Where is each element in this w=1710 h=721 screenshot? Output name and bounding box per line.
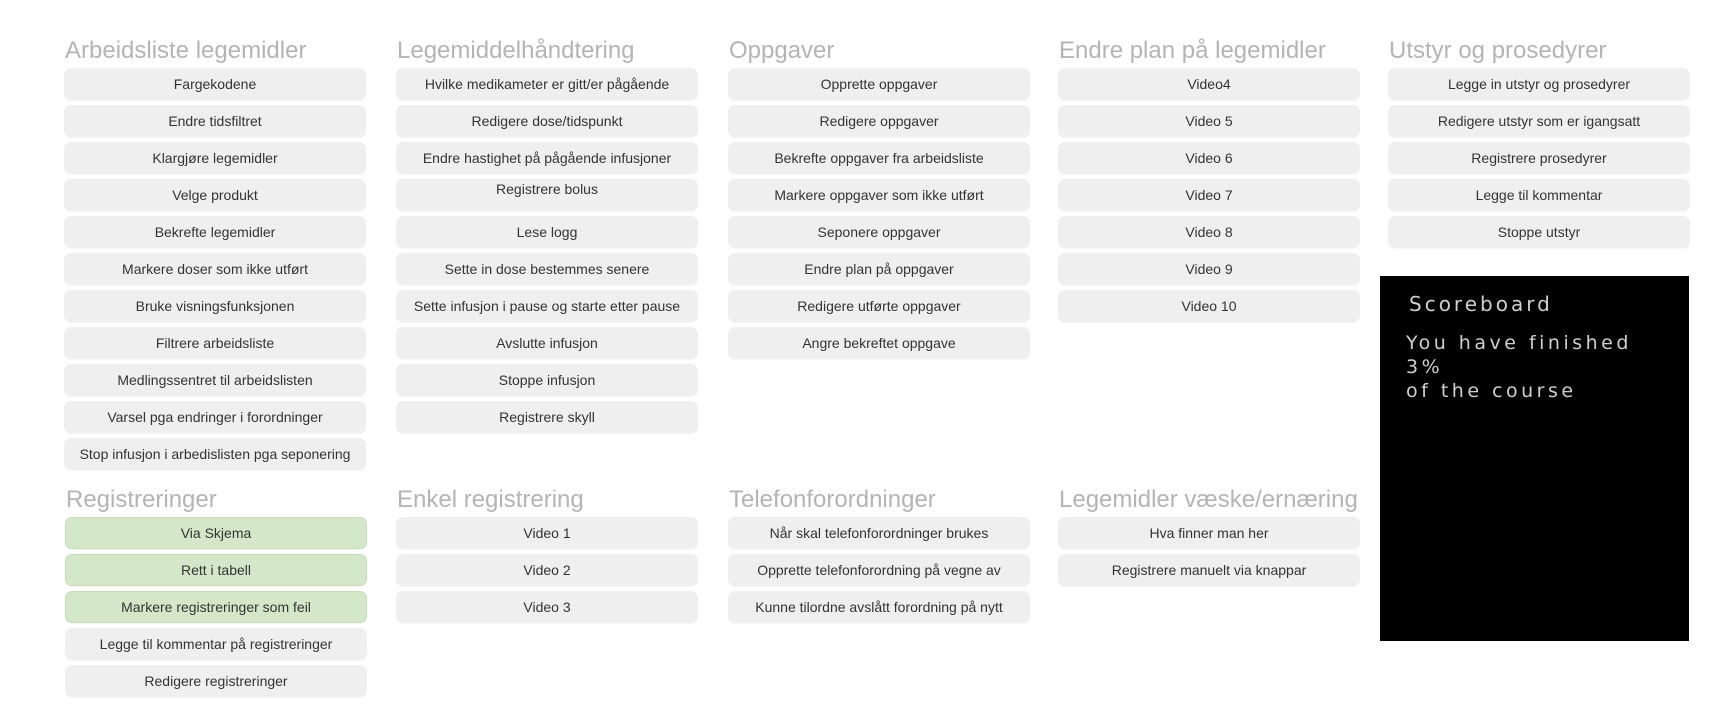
section-title: Legemiddelhåndtering bbox=[397, 37, 635, 64]
lesson-button[interactable]: Avslutte infusjon bbox=[396, 327, 698, 359]
section-legemiddelhandtering bbox=[396, 30, 698, 438]
section-legemidler-vaeske-ernaering bbox=[1058, 479, 1360, 591]
section-endre-plan-legemidler bbox=[1058, 30, 1360, 327]
lesson-button[interactable]: Når skal telefonforordninger brukes bbox=[728, 517, 1030, 549]
lesson-button[interactable]: Redigere dose/tidspunkt bbox=[396, 105, 698, 137]
lesson-button[interactable]: Sette infusjon i pause og starte etter pause bbox=[396, 290, 698, 322]
lesson-button[interactable]: Stoppe utstyr bbox=[1388, 216, 1690, 248]
lesson-button[interactable]: Video4 bbox=[1058, 68, 1360, 100]
lesson-button[interactable]: Redigere utførte oppgaver bbox=[728, 290, 1030, 322]
lesson-button[interactable]: Redigere oppgaver bbox=[728, 105, 1030, 137]
lesson-button[interactable]: Klargjøre legemidler bbox=[64, 142, 366, 174]
lesson-button[interactable]: Video 9 bbox=[1058, 253, 1360, 285]
lesson-button[interactable]: Hva finner man her bbox=[1058, 517, 1360, 549]
lesson-button[interactable]: Hvilke medikameter er gitt/er pågående bbox=[396, 68, 698, 100]
lesson-button[interactable]: Markere registreringer som feil bbox=[65, 591, 367, 623]
lesson-button[interactable]: Registrere bolus bbox=[396, 179, 698, 211]
lesson-button[interactable]: Angre bekreftet oppgave bbox=[728, 327, 1030, 359]
lesson-button[interactable]: Video 6 bbox=[1058, 142, 1360, 174]
section-title: Legemidler væske/ernæring bbox=[1059, 486, 1358, 513]
lesson-button[interactable]: Markere doser som ikke utført bbox=[64, 253, 366, 285]
scoreboard-progress-text bbox=[1406, 331, 1632, 403]
section-title: Enkel registrering bbox=[397, 486, 584, 513]
lesson-button[interactable]: Stop infusjon i arbedislisten pga seponering bbox=[64, 438, 366, 470]
section-arbeidsliste-legemidler bbox=[64, 30, 366, 475]
lesson-list bbox=[64, 68, 366, 475]
lesson-button[interactable]: Legge til kommentar på registreringer bbox=[65, 628, 367, 660]
lesson-button[interactable]: Video 10 bbox=[1058, 290, 1360, 322]
lesson-button[interactable]: Endre tidsfiltret bbox=[64, 105, 366, 137]
lesson-button[interactable]: Video 7 bbox=[1058, 179, 1360, 211]
lesson-button[interactable]: Video 3 bbox=[396, 591, 698, 623]
lesson-button[interactable]: Seponere oppgaver bbox=[728, 216, 1030, 248]
scoreboard-percent: 3% bbox=[1406, 356, 1444, 378]
lesson-button[interactable]: Bekrefte legemidler bbox=[64, 216, 366, 248]
lesson-button[interactable]: Legge til kommentar bbox=[1388, 179, 1690, 211]
lesson-button[interactable]: Endre plan på oppgaver bbox=[728, 253, 1030, 285]
scoreboard-line-course: of the course bbox=[1406, 380, 1577, 402]
lesson-button[interactable]: Varsel pga endringer i forordninger bbox=[64, 401, 366, 433]
lesson-button[interactable]: Bruke visningsfunksjonen bbox=[64, 290, 366, 322]
lesson-list bbox=[396, 68, 698, 438]
section-utstyr-prosedyrer bbox=[1388, 30, 1690, 253]
section-title: Oppgaver bbox=[729, 37, 835, 64]
lesson-button[interactable]: Kunne tilordne avslått forordning på nytt bbox=[728, 591, 1030, 623]
section-title: Utstyr og prosedyrer bbox=[1389, 37, 1607, 64]
lesson-button[interactable]: Filtrere arbeidsliste bbox=[64, 327, 366, 359]
section-title: Endre plan på legemidler bbox=[1059, 37, 1326, 64]
lesson-button[interactable]: Video 1 bbox=[396, 517, 698, 549]
lesson-list bbox=[396, 517, 698, 628]
lesson-button[interactable]: Video 8 bbox=[1058, 216, 1360, 248]
lesson-list bbox=[65, 517, 367, 702]
scoreboard-line-finished: You have finished bbox=[1406, 332, 1632, 354]
lesson-button[interactable]: Opprette telefonforordning på vegne av bbox=[728, 554, 1030, 586]
lesson-button[interactable]: Opprette oppgaver bbox=[728, 68, 1030, 100]
lesson-button[interactable]: Endre hastighet på pågående infusjoner bbox=[396, 142, 698, 174]
lesson-button[interactable]: Legge in utstyr og prosedyrer bbox=[1388, 68, 1690, 100]
lesson-button[interactable]: Registrere skyll bbox=[396, 401, 698, 433]
lesson-list bbox=[1058, 68, 1360, 327]
lesson-button[interactable]: Redigere utstyr som er igangsatt bbox=[1388, 105, 1690, 137]
lesson-button[interactable]: Sette in dose bestemmes senere bbox=[396, 253, 698, 285]
lesson-button[interactable]: Medlingssentret til arbeidslisten bbox=[64, 364, 366, 396]
section-title: Telefonforordninger bbox=[729, 486, 936, 513]
lesson-button[interactable]: Bekrefte oppgaver fra arbeidsliste bbox=[728, 142, 1030, 174]
lesson-button[interactable]: Velge produkt bbox=[64, 179, 366, 211]
lesson-button[interactable]: Fargekodene bbox=[64, 68, 366, 100]
section-title: Registreringer bbox=[66, 486, 217, 513]
lesson-button[interactable]: Video 5 bbox=[1058, 105, 1360, 137]
section-registreringer bbox=[65, 479, 367, 702]
lesson-button[interactable]: Rett i tabell bbox=[65, 554, 367, 586]
lesson-button[interactable]: Markere oppgaver som ikke utført bbox=[728, 179, 1030, 211]
scoreboard-title: Scoreboard bbox=[1409, 292, 1553, 316]
lesson-list bbox=[728, 68, 1030, 364]
section-oppgaver bbox=[728, 30, 1030, 364]
lesson-button[interactable]: Registrere prosedyrer bbox=[1388, 142, 1690, 174]
lesson-button[interactable]: Stoppe infusjon bbox=[396, 364, 698, 396]
lesson-button[interactable]: Lese logg bbox=[396, 216, 698, 248]
section-title: Arbeidsliste legemidler bbox=[65, 37, 307, 64]
lesson-button[interactable]: Video 2 bbox=[396, 554, 698, 586]
lesson-button[interactable]: Via Skjema bbox=[65, 517, 367, 549]
lesson-list bbox=[1058, 517, 1360, 591]
lesson-button[interactable]: Registrere manuelt via knappar bbox=[1058, 554, 1360, 586]
scoreboard-panel bbox=[1380, 276, 1689, 641]
lesson-list bbox=[728, 517, 1030, 628]
section-enkel-registrering bbox=[396, 479, 698, 628]
section-telefonforordninger bbox=[728, 479, 1030, 628]
lesson-list bbox=[1388, 68, 1690, 253]
lesson-button[interactable]: Redigere registreringer bbox=[65, 665, 367, 697]
